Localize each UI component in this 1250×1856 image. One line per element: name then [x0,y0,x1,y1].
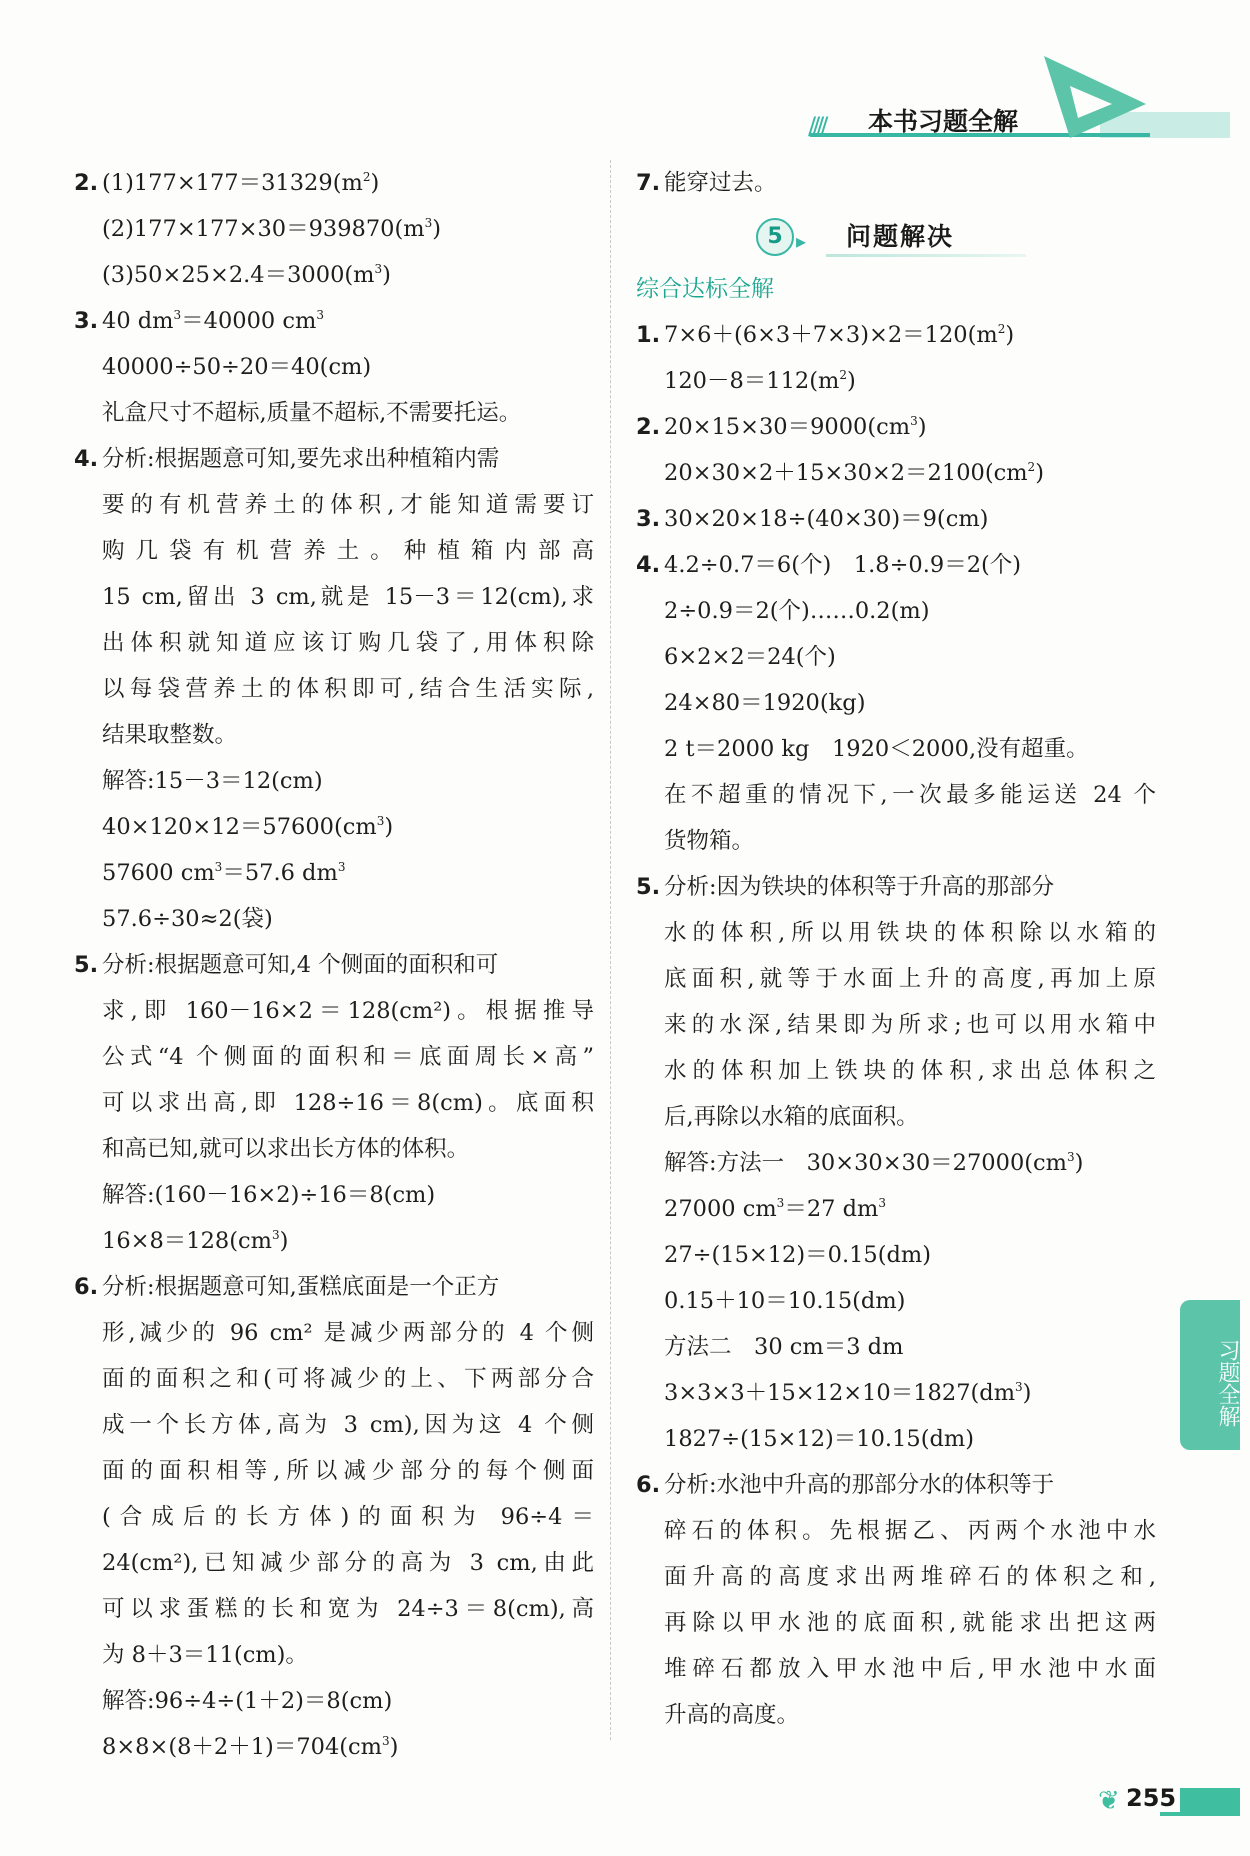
text-line [636,910,1156,956]
line-text: 能穿过去。 [664,170,777,196]
line-text-tail: ) [917,414,927,440]
line-text: 4.2÷0.7＝6(个) 1.8÷0.9＝2(个) [664,552,1022,578]
text-line [74,1080,594,1126]
superscript: 3 [374,262,383,276]
text-line [636,404,1156,450]
superscript: 3 [271,1228,280,1242]
line-text-tail: ) [846,368,856,394]
text-line [636,1324,1156,1370]
text-line [74,942,594,988]
line-text: 求,即 160－16×2＝128(cm²)。根据推导 [102,998,594,1024]
superscript: 2 [362,170,371,184]
question-number: 2. [74,170,99,196]
line-text: 解答:96÷4÷(1＋2)＝8(cm) [102,1688,393,1714]
line-text: 面的面积之和(可将减少的上、下两部分合 [102,1366,594,1392]
text-line [636,1370,1156,1416]
line-text: 公式“4 个侧面的面积和＝底面周长×高” [102,1044,594,1070]
question-number: 3. [636,506,661,532]
line-text-tail: ＝27 dm [784,1196,879,1222]
line-text: 面升高的高度求出两堆碎石的体积之和, [664,1564,1156,1590]
line-text: 水的体积,所以用铁块的体积除以水箱的 [664,920,1156,946]
text-line [74,206,594,252]
superscript: 2 [839,368,847,382]
line-text-tail: ) [1022,1380,1032,1406]
line-text: 在不超重的情况下,一次最多能运送 24 个 [664,782,1156,808]
text-line [74,1126,594,1172]
line-text: 结果取整数。 [102,722,238,748]
superscript: 3 [173,308,182,322]
text-line [74,1310,594,1356]
question-number: 3. [74,308,99,334]
line-text: 成一个长方体,高为 3 cm),因为这 4 个侧 [102,1412,594,1438]
line-text: 24(cm²),已知减少部分的高为 3 cm,由此 [102,1550,594,1576]
line-text: 2 t＝2000 kg 1920＜2000,没有超重。 [664,736,1089,762]
text-line [636,680,1156,726]
line-text: 27000 cm [664,1196,777,1222]
text-line [74,436,594,482]
text-line [636,772,1156,818]
line-text: 升高的高度。 [664,1702,800,1728]
text-line [636,1278,1156,1324]
text-line [74,1172,594,1218]
text-line [74,666,594,712]
text-line [74,988,594,1034]
question-number: 5. [74,952,99,978]
text-line [74,1034,594,1080]
text-line [636,312,1156,358]
text-line [636,1416,1156,1462]
superscript: 2 [997,322,1006,336]
line-text: 要的有机营养土的体积,才能知道需要订 [102,492,594,518]
line-text-tail: ) [432,216,442,242]
text-line [636,1508,1156,1554]
superscript: 3 [382,1734,390,1748]
line-text: 40000÷50÷20＝40(cm) [102,354,372,380]
superscript: 3 [878,1196,886,1210]
line-text: (3)50×25×2.4＝3000(m [102,262,375,288]
line-text: 分析:根据题意可知,要先求出种植箱内需 [102,446,500,472]
text-line [636,1094,1156,1140]
line-text: 出体积就知道应该订购几袋了,用体积除 [102,630,594,656]
question-number: 4. [74,446,99,472]
text-line [74,1402,594,1448]
question-number: 2. [636,414,661,440]
arrow-icon: ▸ [796,229,807,253]
line-text-tail: ) [370,170,380,196]
line-text: 57600 cm [102,860,215,886]
text-line [636,1048,1156,1094]
line-text: 120－8＝112(m [664,368,840,394]
line-text: 碎石的体积。先根据乙、丙两个水池中水 [664,1518,1156,1544]
text-line [74,712,594,758]
superscript: 3 [316,308,324,322]
text-line [636,726,1156,772]
text-line [636,634,1156,680]
text-line [74,160,594,206]
text-line [636,160,1156,206]
line-text: 形,减少的 96 cm² 是减少两部分的 4 个侧 [102,1320,594,1346]
line-text-tail: ) [1074,1150,1084,1176]
column-divider [610,160,611,1740]
line-text: 后,再除以水箱的底面积。 [664,1104,919,1130]
line-text: 可以求出高,即 128÷16＝8(cm)。底面积 [102,1090,594,1116]
question-number: 6. [74,1274,99,1300]
question-number: 4. [636,552,661,578]
line-text: 再除以甲水池的底面积,就能求出把这两 [664,1610,1156,1636]
superscript: 2 [1027,460,1036,474]
line-text: 分析:因为铁块的体积等于升高的那部分 [664,874,1055,900]
question-number: 1. [636,322,661,348]
section-number-badge: 5 [756,218,794,256]
line-text: (合成后的长方体)的面积为 96÷4＝ [102,1504,594,1530]
text-line [74,574,594,620]
line-text: 货物箱。 [664,828,755,854]
text-line [636,956,1156,1002]
text-line [636,1646,1156,1692]
line-text: 40×120×12＝57600(cm [102,814,377,840]
text-line [74,758,594,804]
line-text: 1827÷(15×12)＝10.15(dm) [664,1426,974,1452]
set-square-icon [1040,52,1150,147]
line-text: 底面积,就等于水面上升的高度,再加上原 [664,966,1156,992]
line-text: 8×8×(8＋2＋1)＝704(cm [102,1734,382,1760]
text-line [636,1186,1156,1232]
line-text: 20×15×30＝9000(cm [664,414,911,440]
superscript: 3 [337,860,346,874]
line-text-tail: ) [384,814,394,840]
line-text: 分析:水池中升高的那部分水的体积等于 [664,1472,1055,1498]
question-number: 5. [636,874,661,900]
page-number: 255 [1122,1784,1180,1812]
text-line [636,1002,1156,1048]
line-text-tail: ) [382,262,391,288]
question-number: 6. [636,1472,661,1498]
text-line [636,450,1156,496]
section-title: 问题解决 [846,222,955,251]
line-text: 7×6＋(6×3＋7×3)×2＝120(m [664,322,998,348]
text-line [636,496,1156,542]
text-line [636,818,1156,864]
line-text: 可以求蛋糕的长和宽为 24÷3＝8(cm),高 [102,1596,594,1622]
section-heading [636,206,1156,266]
text-line [636,864,1156,910]
line-text: 6×2×2＝24(个) [664,644,836,670]
line-text: 以每袋营养土的体积即可,结合生活实际, [102,676,594,702]
line-text: 礼盒尺寸不超标,质量不超标,不需要托运。 [102,400,522,426]
superscript: 3 [424,216,433,230]
text-line [636,1140,1156,1186]
text-line [74,1218,594,1264]
text-line [74,850,594,896]
leaf-icon: ❦ [1098,1786,1120,1816]
superscript: 3 [214,860,223,874]
line-text: 16×8＝128(cm [102,1228,272,1254]
text-line [74,804,594,850]
line-text-tail: ) [1035,460,1044,486]
line-text: 57.6÷30≈2(袋) [102,906,273,932]
side-tab[interactable]: 习题全解 [1180,1300,1240,1450]
line-text-tail: ) [389,1734,399,1760]
line-text: 来的水深,结果即为所求;也可以用水箱中 [664,1012,1156,1038]
line-text: 水的体积加上铁块的体积,求出总体积之 [664,1058,1156,1084]
line-text: 27÷(15×12)＝0.15(dm) [664,1242,932,1268]
line-text-tail: ＝57.6 dm [222,860,338,886]
line-text: 解答:15－3＝12(cm) [102,768,323,794]
text-line [636,588,1156,634]
text-line [74,528,594,574]
question-number: 7. [636,170,661,196]
line-text: 20×30×2＋15×30×2＝2100(cm [664,460,1028,486]
text-line [74,1356,594,1402]
left-column [74,160,594,1770]
line-text: 40 dm [102,308,174,334]
line-text: 分析:根据题意可知,蛋糕底面是一个正方 [102,1274,500,1300]
line-text: 购几袋有机营养土。种植箱内部高 [102,538,594,564]
text-line [636,358,1156,404]
line-text: 分析:根据题意可知,4 个侧面的面积和可 [102,952,499,978]
line-text: 24×80＝1920(kg) [664,690,866,716]
line-text: 堆碎石都放入甲水池中后,甲水池中水面 [664,1656,1156,1682]
text-line [74,344,594,390]
superscript: 3 [376,814,385,828]
header-hatch-decoration: //// [808,112,825,140]
right-top-answers [636,160,1156,206]
line-text: 15 cm,留出 3 cm,就是 15－3＝12(cm),求 [102,584,594,610]
text-line [74,1264,594,1310]
text-line [636,1600,1156,1646]
text-line [74,390,594,436]
text-line [74,620,594,666]
right-answers [636,312,1156,1738]
line-text: 30×20×18÷(40×30)＝9(cm) [664,506,989,532]
text-line [636,1232,1156,1278]
text-line [74,1678,594,1724]
line-text: 方法二 30 cm＝3 dm [664,1334,904,1360]
line-text-tail: ) [279,1228,289,1254]
text-line [74,1724,594,1770]
line-text: 和高已知,就可以求出长方体的体积。 [102,1136,470,1162]
text-line [636,1692,1156,1738]
superscript: 3 [1066,1150,1075,1164]
text-line [636,1462,1156,1508]
line-text: 为 8＋3＝11(cm)。 [102,1642,308,1668]
line-text: 解答:(160－16×2)÷16＝8(cm) [102,1182,436,1208]
superscript: 3 [1015,1380,1023,1394]
right-column [636,160,1156,1738]
superscript: 3 [910,414,918,428]
text-line [74,1448,594,1494]
header-title: 本书习题全解 [868,107,1019,136]
subsection-heading: 综合达标全解 [636,276,774,302]
line-text: 解答:方法一 30×30×30＝27000(cm [664,1150,1067,1176]
line-text: 0.15＋10＝10.15(dm) [664,1288,906,1314]
text-line [74,298,594,344]
text-line [74,1632,594,1678]
text-line [74,252,594,298]
superscript: 3 [776,1196,785,1210]
line-text: 3×3×3＋15×12×10＝1827(dm [664,1380,1016,1406]
text-line [636,1554,1156,1600]
line-text-tail: ＝40000 cm [181,308,317,334]
line-text: (1)177×177＝31329(m [102,170,363,196]
text-line [74,1494,594,1540]
text-line [74,1540,594,1586]
line-text: 2÷0.9＝2(个)……0.2(m) [664,598,930,624]
line-text: (2)177×177×30＝939870(m [102,216,425,242]
text-line [636,542,1156,588]
line-text: 面的面积相等,所以减少部分的每个侧面 [102,1458,594,1484]
text-line [74,482,594,528]
line-text-tail: ) [1005,322,1015,348]
section-underline [826,254,1026,257]
text-line [74,896,594,942]
text-line [74,1586,594,1632]
